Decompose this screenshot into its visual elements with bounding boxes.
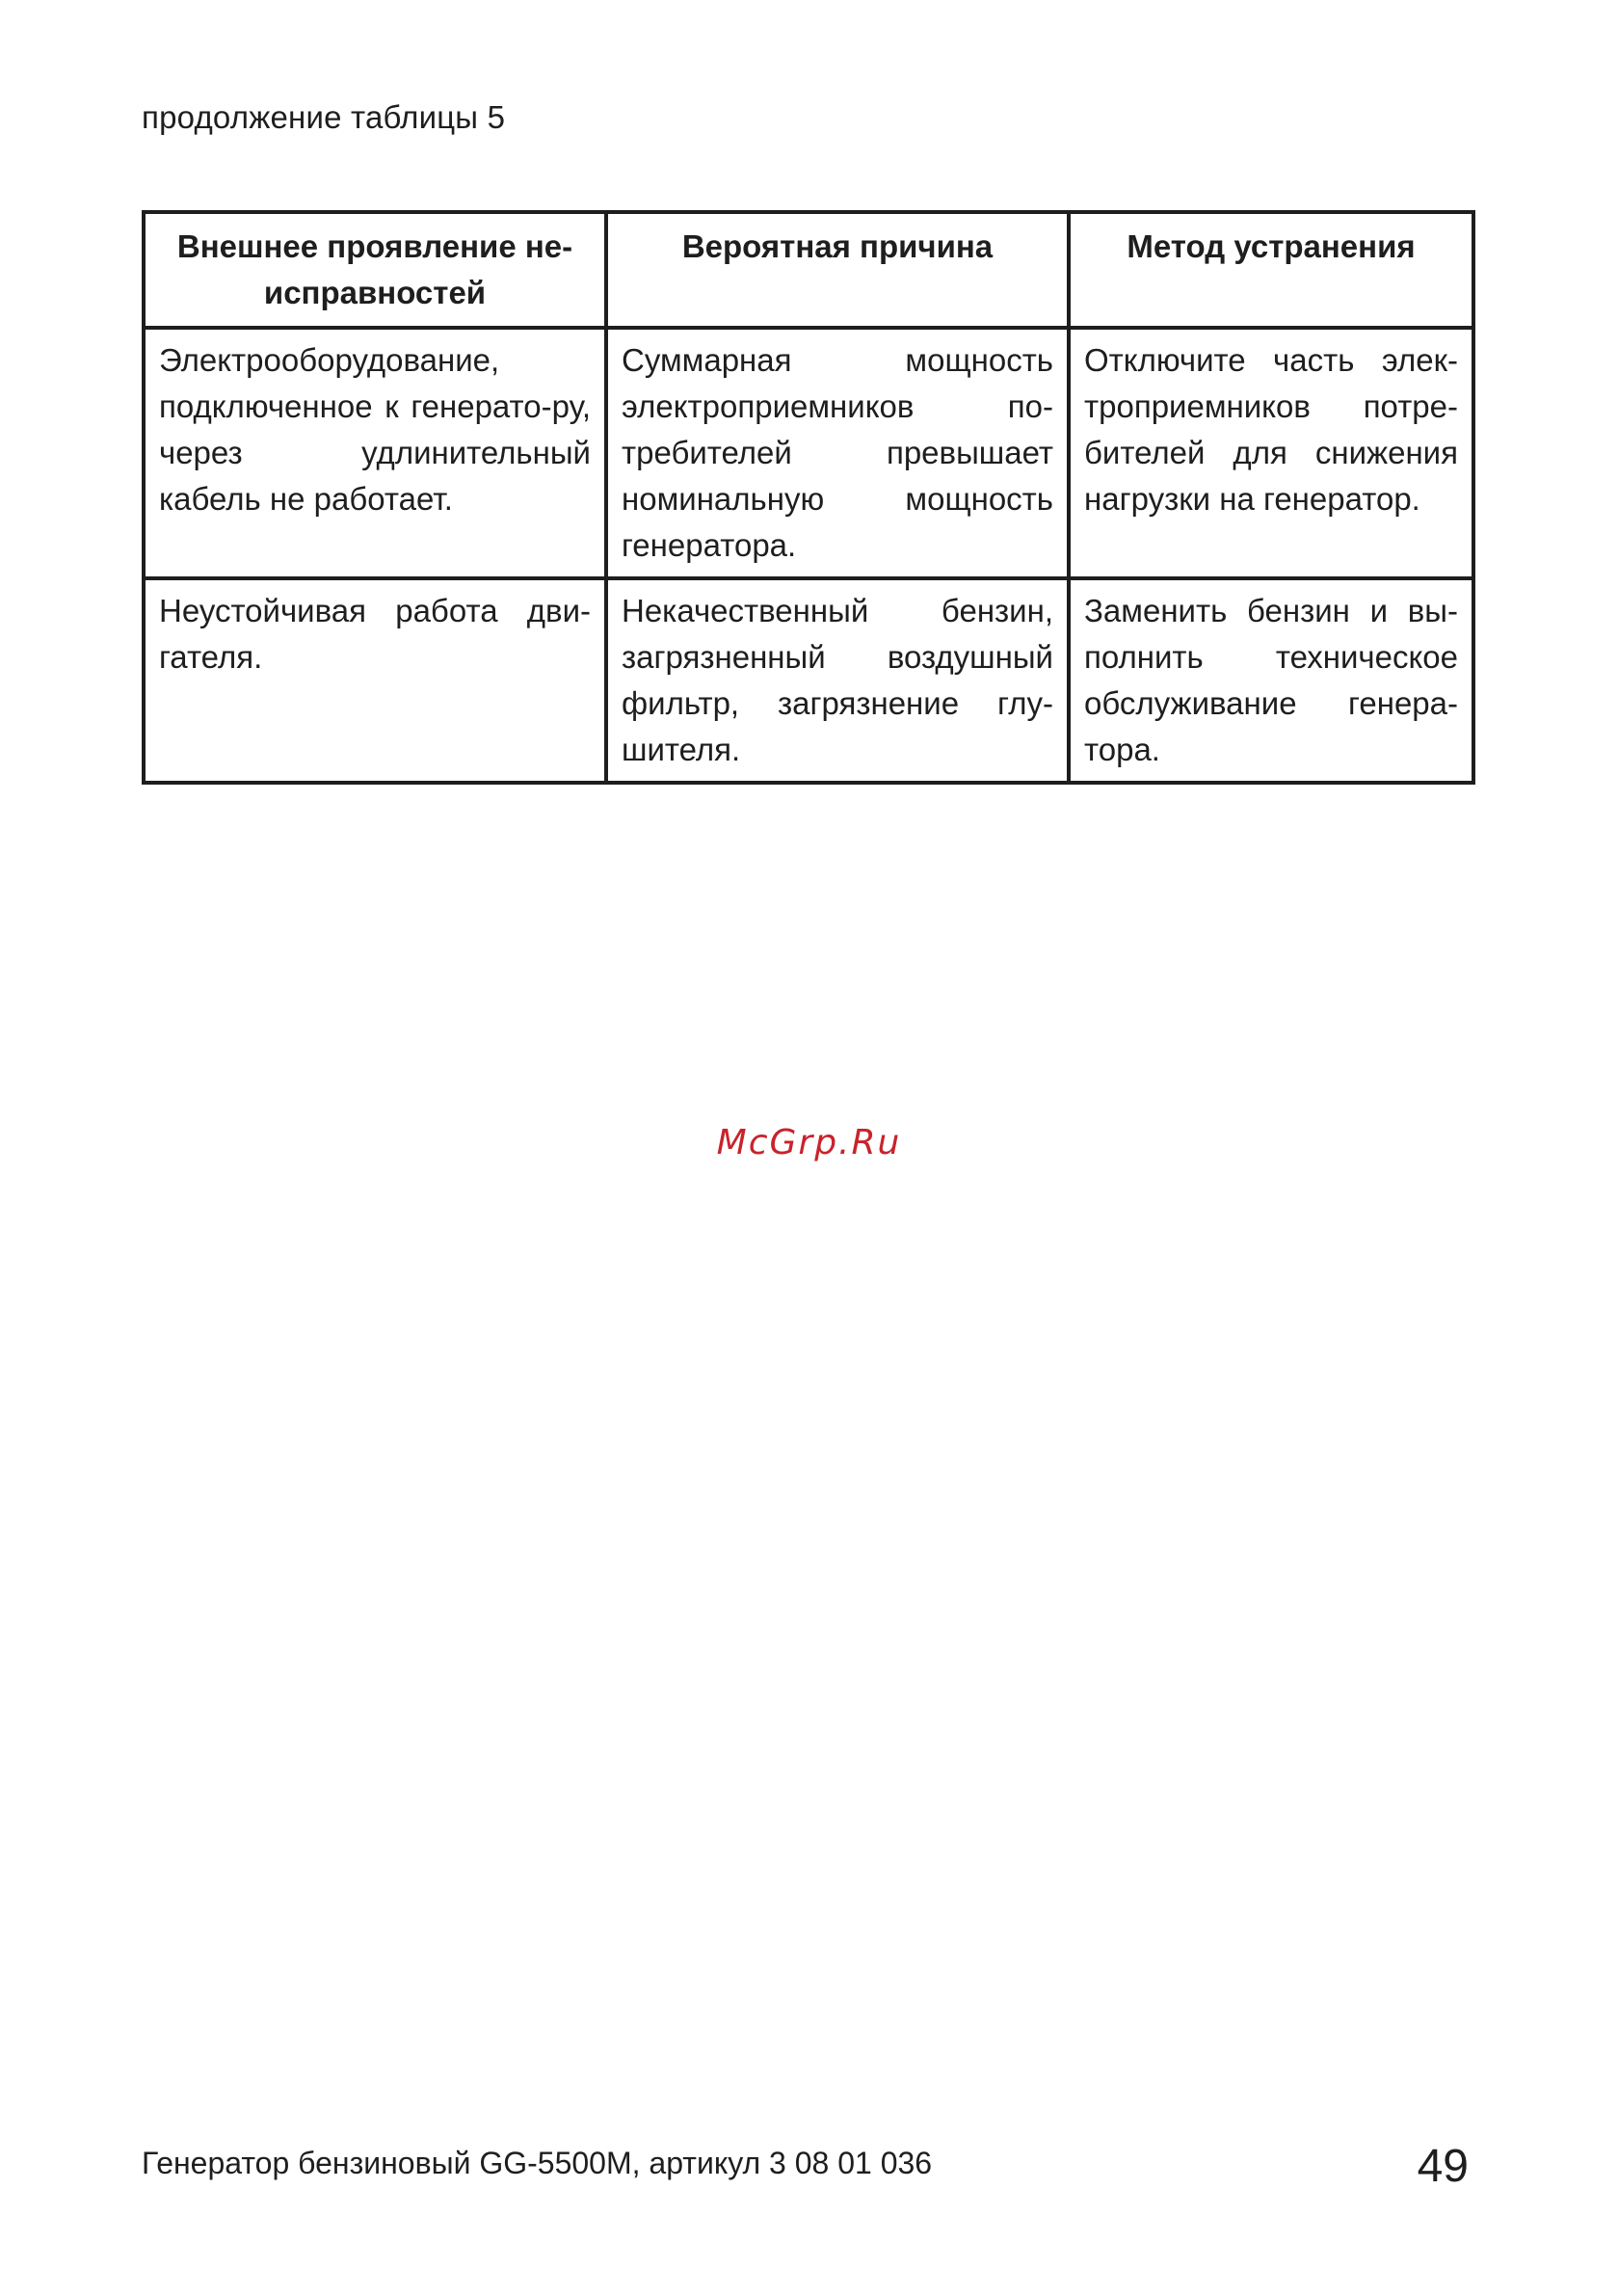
cell-cause: Суммарная мощность электроприемников по-требителей превышает номинальную мощность генератора. [606, 328, 1069, 578]
watermark: McGrp.Ru [716, 1123, 902, 1162]
cell-cause: Некачественный бензин, загрязненный воздушный фильтр, загрязнение глу-шителя. [606, 578, 1069, 783]
table-row [144, 328, 1473, 578]
table-row [144, 578, 1473, 783]
header-cause: Вероятная причина [606, 212, 1069, 328]
page-number: 49 [1417, 2141, 1469, 2192]
cell-symptom: Неустойчивая работа дви-гателя. [144, 578, 606, 783]
troubleshooting-table [142, 210, 1475, 785]
footer-product-info: Генератор бензиновый GG-5500M, артикул 3 08 01 036 [142, 2146, 933, 2180]
cell-symptom: Электрооборудование, подключенное к генерато-ру, через удлинительный кабель не работает. [144, 328, 606, 578]
cell-remedy: Заменить бензин и вы-полнить техническое обслуживание генера-тора. [1069, 578, 1473, 783]
cell-remedy: Отключите часть элек-троприемников потре-бителей для снижения нагрузки на генератор. [1069, 328, 1473, 578]
table-caption: продолжение таблицы 5 [142, 99, 506, 135]
header-remedy: Метод устранения [1069, 212, 1473, 328]
table-header-row [144, 212, 1473, 328]
header-symptom: Внешнее проявление не-исправностей [144, 212, 606, 328]
